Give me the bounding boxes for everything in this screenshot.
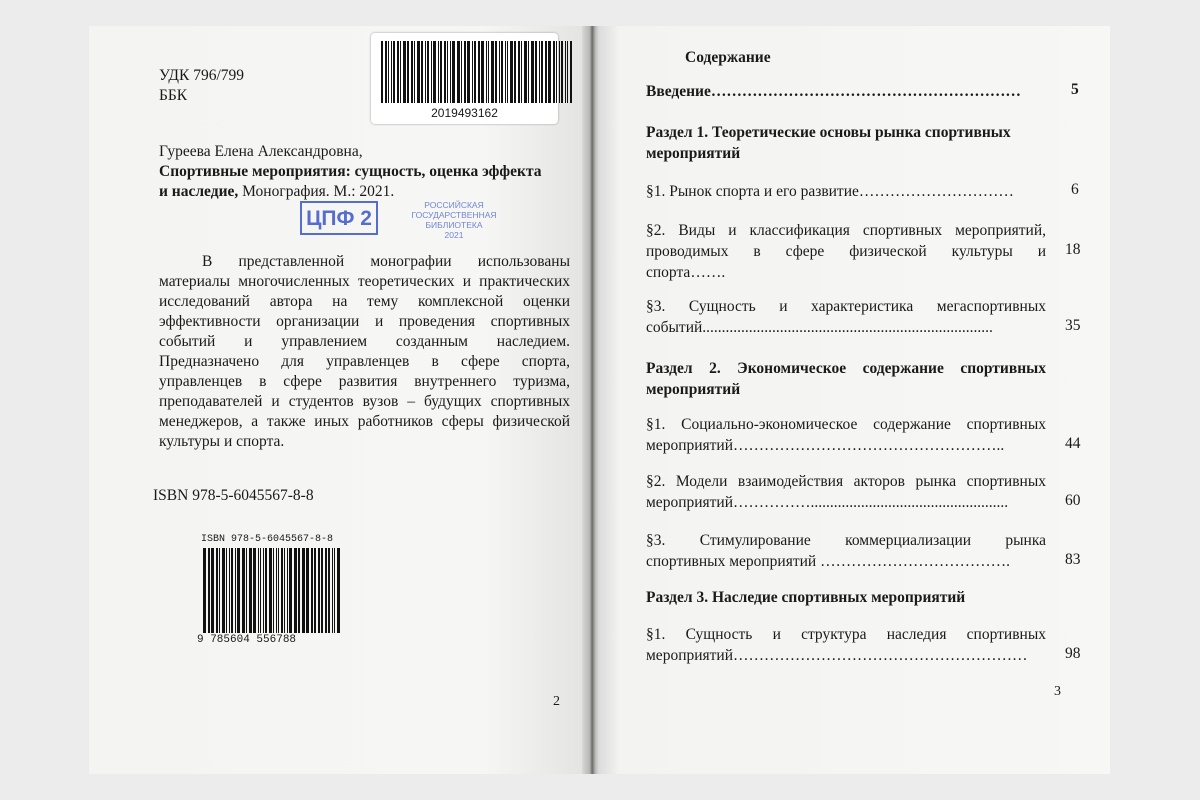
- toc-section1-line1: Раздел 1. Теоретические основы рынка спортивных: [646, 124, 1011, 141]
- page-number-left: 2: [553, 694, 560, 709]
- toc-s2-3-line2: спортивных мероприятий ……………………………….: [646, 553, 1010, 570]
- book-spread: [89, 26, 1110, 774]
- toc-s1-2-line3: спорта…….: [646, 264, 726, 281]
- toc-s3-1-line1: §1. Сущность и структура наследия спортивных: [646, 626, 1046, 643]
- barcode-icon: [381, 41, 573, 103]
- toc-s1-1-page: 6: [1071, 181, 1079, 198]
- toc-s2-3-line1: §3. Стимулирование коммерциализации рынка: [646, 532, 1046, 549]
- toc-s1-3-line1: §3. Сущность и характеристика мегаспортивных: [646, 298, 1046, 315]
- left-page: УДК 796/799 ББК 2019493162 Гуреева Елена Александровна, Спортивные мероприятия: сущность, оценка эффекта и наследие, Монография. М.: 2021. ЦПФ 2 РОССИЙСКАЯ ГОСУДАРСТВЕННАЯ БИБЛИОТЕКА 2021 В представленной монографии использованы материалы многочисленных теоретических и практических исследований автора на тему комплексной оценки эффективности организации и проведения спортивных событий и управлением созданным наследием. Предназначено для управленцев в сфере спорта, управленцев в сфере развития внутреннего туризма, преподавателей и студентов вузов – будущих спортивных менеджеров, а также иных работников сферы физической культуры и спорта. ISBN 978-5-6045567-8-8 ISBN 978-5-6045567-8-8 9 785604 556788 2: [89, 26, 582, 774]
- isbn: ISBN 978-5-6045567-8-8: [153, 487, 314, 504]
- toc-s1-2-line1: §2. Виды и классификация спортивных мероприятий,: [646, 222, 1046, 239]
- toc-section2-line2: мероприятий: [646, 381, 741, 398]
- ean-number: 9 785604 556788: [197, 634, 297, 646]
- toc-s3-1-line2: мероприятий…………………………………………………: [646, 647, 1028, 664]
- toc-s2-1-page: 44: [1065, 435, 1081, 452]
- toc-section3: Раздел 3. Наследие спортивных мероприятий: [646, 589, 966, 606]
- right-page: [599, 26, 1110, 774]
- toc-s2-1-line2: мероприятий……………………………………………..: [646, 437, 1005, 454]
- library-stamp: РОССИЙСКАЯ ГОСУДАРСТВЕННАЯ БИБЛИОТЕКА 2021: [411, 200, 497, 240]
- toc-s2-3-page: 83: [1065, 551, 1081, 568]
- book-title-bold: и наследие,: [159, 183, 239, 200]
- page-number-right: 3: [1054, 684, 1061, 699]
- book-imprint: Монография. М.: 2021.: [238, 183, 395, 200]
- toc-section1-line2: мероприятий: [646, 145, 741, 162]
- book-gutter: [582, 26, 599, 774]
- toc-s3-1-page: 98: [1065, 645, 1081, 662]
- book-title-line2: [159, 182, 394, 202]
- toc-intro: Введение……………………………………………………: [646, 83, 1021, 100]
- toc-s2-2-line2: мероприятий……………...................................................: [646, 494, 1009, 511]
- toc-s2-1-line1: §1. Социально-экономическое содержание спортивных: [646, 416, 1046, 433]
- author-name: Гуреева Елена Александровна,: [159, 143, 363, 160]
- isbn-small-label: ISBN 978-5-6045567-8-8: [201, 534, 334, 545]
- book-title-line1: Спортивные мероприятия: сущность, оценка эффекта: [159, 163, 542, 180]
- barcode-number: 2019493162: [431, 106, 498, 120]
- toc-s1-3-line2: событий...........................................................................: [646, 319, 993, 336]
- toc-s1-3-page: 35: [1065, 317, 1081, 334]
- udk-code: УДК 796/799: [159, 67, 245, 84]
- toc-s1-1: §1. Рынок спорта и его развитие…………………………: [646, 183, 1014, 200]
- toc-section2-line1: Раздел 2. Экономическое содержание спортивных: [646, 360, 1046, 377]
- toc-s1-2-page: 18: [1065, 241, 1081, 258]
- toc-intro-page: 5: [1071, 81, 1079, 98]
- toc-heading: Содержание: [685, 49, 771, 66]
- cpf-stamp: ЦПФ 2: [300, 201, 378, 235]
- ean-barcode-icon: [203, 548, 341, 633]
- bbk-code: ББК: [159, 87, 188, 104]
- toc-s1-2-line2: проводимых в сфере физической культуры и: [646, 243, 1046, 260]
- toc-s2-2-line1: §2. Модели взаимодействия акторов рынка спортивных: [646, 473, 1046, 490]
- library-barcode-label: [371, 33, 558, 124]
- toc-s2-2-page: 60: [1065, 492, 1081, 509]
